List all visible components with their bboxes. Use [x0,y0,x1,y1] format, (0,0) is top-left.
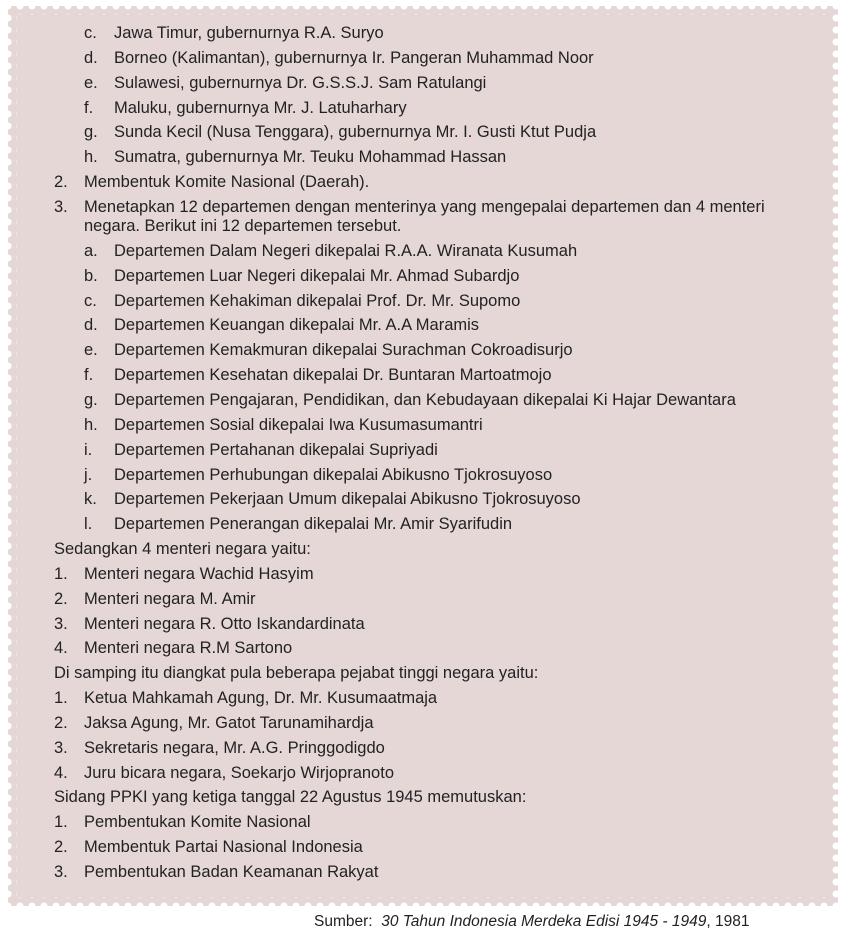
list-item [52,562,822,587]
sub-list-item [52,388,822,413]
list-marker: 2. [54,173,68,192]
paragraph [52,785,822,810]
list-marker: e. [84,73,98,92]
item-text: Menteri negara Wachid Hasyim [84,564,314,583]
list-marker: 3. [54,738,68,757]
sub-list-item [52,120,822,145]
item-text: Departemen Pertahanan dikepalai Supriyadi [114,440,438,459]
list-marker: 2. [54,589,68,608]
list-item [52,835,822,860]
item-text: Menteri negara M. Amir [84,589,256,608]
item-text: Maluku, gubernurnya Mr. J. Latuharhary [114,98,407,117]
list-marker: 4. [54,763,68,782]
list-item [52,636,822,661]
sub-list-item [52,463,822,488]
sub-list-item [52,145,822,170]
list-marker: e. [84,341,98,360]
list-marker: d. [84,316,98,335]
sub-list-item [52,413,822,438]
item-text: Departemen Kehakiman dikepalai Prof. Dr. Mr. Supomo [114,291,521,310]
item-text: Departemen Kemakmuran dikepalai Surachman Cokroadisurjo [114,341,573,360]
list-marker: 1. [54,813,68,832]
list-marker: 4. [54,639,68,658]
sub-list-item [52,21,822,46]
sub-list-item [52,46,822,71]
paragraph [52,661,822,686]
item-text: Departemen Sosial dikepalai Iwa Kusumasumantri [114,415,483,434]
list-item [52,587,822,612]
list-marker: 3. [54,614,68,633]
item-text: Ketua Mahkamah Agung, Dr. Mr. Kusumaatmaja [84,689,438,708]
item-text: Sulawesi, gubernurnya Dr. G.S.S.J. Sam Ratulangi [114,73,487,92]
item-text: Departemen Perhubungan dikepalai Abikusno Tjokrosuyoso [114,465,553,484]
list-item [52,170,822,195]
list-marker: f. [84,366,94,385]
sub-list-item [52,313,822,338]
list-item [52,612,822,637]
list-marker: 1. [54,689,68,708]
item-text: Departemen Dalam Negeri dikepalai R.A.A. Wiranata Kusumah [114,241,578,260]
source-label: Sumber: [314,913,373,930]
list-marker: g. [84,123,98,142]
list-marker: 3. [54,197,68,216]
source-citation [314,913,750,931]
list-item [52,860,822,885]
item-text: Departemen Pekerjaan Umum dikepalai Abikusno Tjokrosuyoso [114,490,581,509]
sub-list-item [52,264,822,289]
list-marker: j. [84,465,93,484]
list-marker: h. [84,415,98,434]
list-marker: 3. [54,863,68,881]
source-title: 30 Tahun Indonesia Merdeka Edisi 1945 - 1949 [381,913,707,930]
item-text: Departemen Pengajaran, Pendidikan, dan Kebudayaan dikepalai Ki Hajar Dewantara [114,390,736,409]
item-text: Menetapkan 12 departemen dengan menterinya yang mengepalai departemen dan 4 menteri negara. Berikut ini 12 departemen tersebut. [84,197,765,235]
list-marker: d. [84,48,98,67]
sub-list-item [52,96,822,121]
item-text: Sidang PPKI yang ketiga tanggal 22 Agustus 1945 memutuskan: [54,788,527,807]
item-text: Sedangkan 4 menteri negara yaitu: [54,540,311,559]
list-marker: b. [84,266,98,285]
item-text: Departemen Luar Negeri dikepalai Mr. Ahmad Subardjo [114,266,520,285]
sub-list-item [52,239,822,264]
item-text: Juru bicara negara, Soekarjo Wirjopranoto [84,763,394,782]
list-marker: a. [84,241,98,260]
item-text: Borneo (Kalimantan), gubernurnya Ir. Pangeran Muhammad Noor [114,48,594,67]
list-marker: h. [84,148,98,167]
item-text: Jaksa Agung, Mr. Gatot Tarunamihardja [84,713,374,732]
list-marker: 2. [54,713,68,732]
document-body [52,21,822,885]
list-item [52,195,822,239]
list-marker: l. [84,515,93,534]
item-text: Membentuk Komite Nasional (Daerah). [84,173,370,192]
list-item [52,810,822,835]
list-marker: 1. [54,564,68,583]
list-item [52,686,822,711]
item-text: Sekretaris negara, Mr. A.G. Pringgodigdo [84,738,385,757]
item-text: Pembentukan Komite Nasional [84,813,311,832]
list-marker: g. [84,390,98,409]
item-text: Pembentukan Badan Keamanan Rakyat [84,863,379,881]
sub-list-item [52,512,822,537]
item-text: Di samping itu diangkat pula beberapa pejabat tinggi negara yaitu: [54,664,539,683]
item-text: Departemen Penerangan dikepalai Mr. Amir Syarifudin [114,515,513,534]
item-text: Jawa Timur, gubernurnya R.A. Suryo [114,24,384,42]
item-text: Sumatra, gubernurnya Mr. Teuku Mohammad Hassan [114,148,507,167]
list-marker: f. [84,98,94,117]
paragraph [52,537,822,562]
sub-list-item [52,289,822,314]
sub-list-item [52,438,822,463]
item-text: Membentuk Partai Nasional Indonesia [84,838,363,857]
item-text: Sunda Kecil (Nusa Tenggara), gubernurnya Mr. I. Gusti Ktut Pudja [114,123,597,142]
sub-list-item [52,338,822,363]
sub-list-item [52,71,822,96]
sub-list-item [52,487,822,512]
sub-list-item [52,363,822,388]
item-text: Menteri negara R. Otto Iskandardinata [84,614,365,633]
list-item [52,711,822,736]
list-marker: c. [84,291,97,310]
source-year: , 1981 [706,913,750,930]
list-item [52,761,822,786]
list-item [52,736,822,761]
item-text: Menteri negara R.M Sartono [84,639,293,658]
list-marker: c. [84,24,97,42]
item-text: Departemen Keuangan dikepalai Mr. A.A Maramis [114,316,480,335]
item-text: Departemen Kesehatan dikepalai Dr. Buntaran Martoatmojo [114,366,552,385]
list-marker: i. [84,440,93,459]
list-marker: 2. [54,838,68,857]
list-marker: k. [84,490,97,509]
